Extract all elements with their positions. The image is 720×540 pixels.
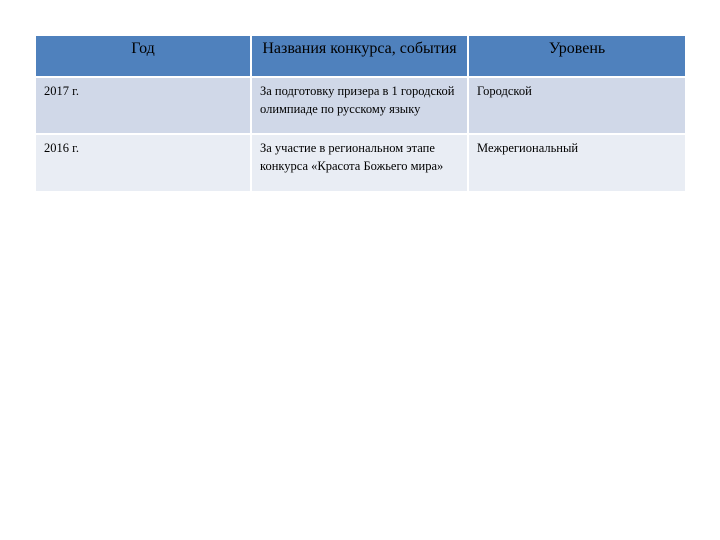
header-level: Уровень xyxy=(468,36,685,77)
cell-year: 2017 г. xyxy=(36,77,251,134)
cell-level: Городской xyxy=(468,77,685,134)
header-event-name: Названия конкурса, события xyxy=(251,36,468,77)
cell-year: 2016 г. xyxy=(36,134,251,191)
table-row xyxy=(36,77,685,134)
cell-level: Межрегиональный xyxy=(468,134,685,191)
cell-event: За участие в региональном этапе конкурса «Красота Божьего мира» xyxy=(251,134,468,191)
header-year: Год xyxy=(36,36,251,77)
cell-event: За подготовку призера в 1 городской олимпиаде по русскому языку xyxy=(251,77,468,134)
table-header-row xyxy=(36,36,685,77)
table-row xyxy=(36,134,685,191)
awards-table xyxy=(36,36,685,191)
